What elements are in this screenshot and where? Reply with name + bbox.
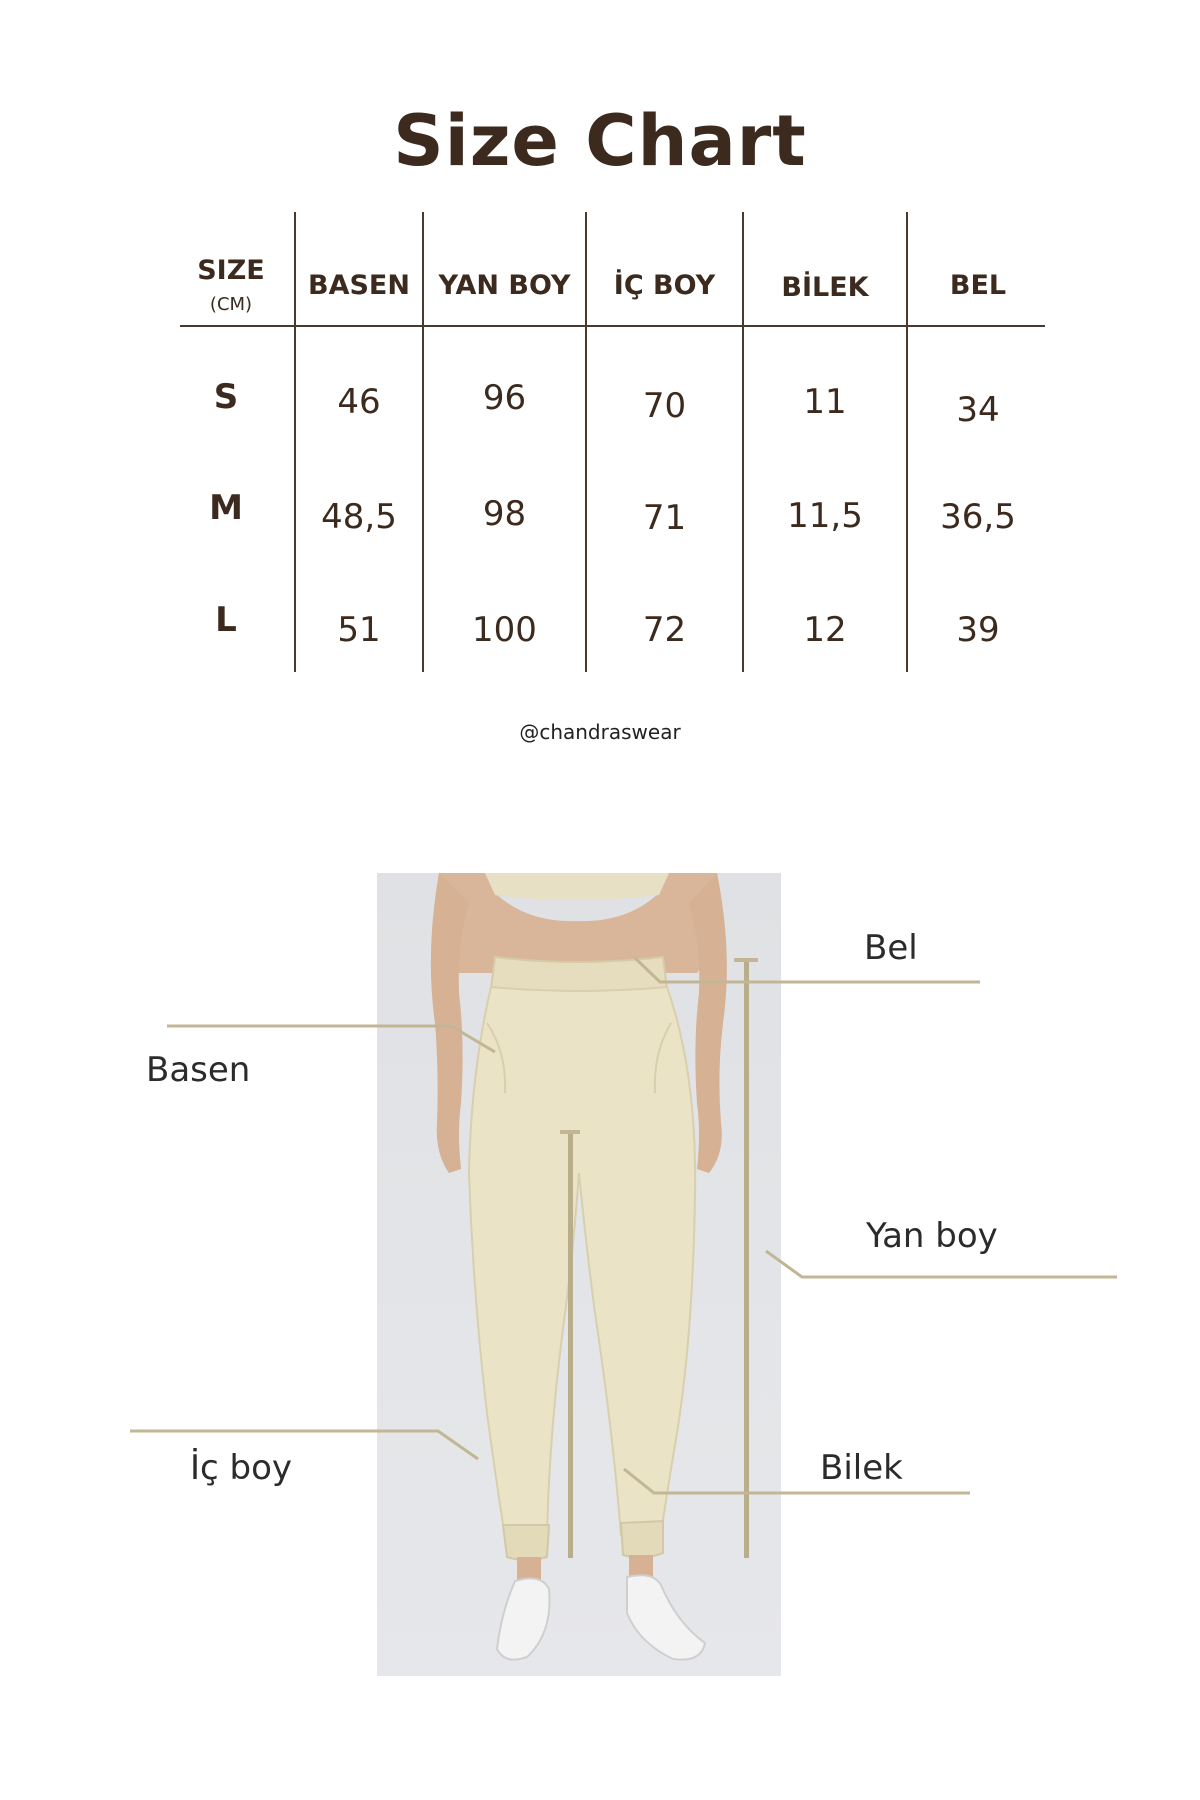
- label-bel: Bel: [864, 928, 918, 968]
- label-bilek: Bilek: [820, 1448, 903, 1488]
- label-basen: Basen: [146, 1050, 251, 1090]
- row-size-s: S: [213, 377, 239, 417]
- header-yan-boy: YAN BOY: [438, 270, 571, 301]
- header-ic-boy: İÇ BOY: [613, 270, 716, 301]
- brand-handle: @chandraswear: [519, 720, 681, 744]
- row-size-l: L: [215, 600, 237, 640]
- bel-pointer-line: [630, 950, 985, 990]
- cell-s-bel: 34: [956, 390, 1000, 430]
- header-size: SIZE: [197, 255, 265, 286]
- ic-boy-pointer-line: [128, 1425, 488, 1465]
- ic-boy-measure-line: [568, 1132, 573, 1558]
- cell-s-yan-boy: 96: [482, 378, 527, 418]
- product-photo: [377, 873, 781, 1676]
- pants-illustration: [377, 873, 781, 1676]
- cell-m-yan-boy: 98: [482, 494, 527, 534]
- row-size-m: M: [209, 488, 243, 528]
- header-bel: BEL: [949, 270, 1007, 301]
- ic-boy-measure-cap: [560, 1130, 580, 1134]
- bilek-pointer-line: [620, 1465, 975, 1505]
- cell-l-bilek: 12: [803, 610, 847, 650]
- cell-m-ic-boy: 71: [642, 498, 687, 538]
- cell-s-ic-boy: 70: [642, 386, 687, 426]
- header-basen: BASEN: [308, 270, 410, 301]
- cell-m-bilek: 11,5: [787, 496, 863, 536]
- header-bilek: BİLEK: [781, 272, 869, 303]
- label-ic-boy: İç boy: [190, 1448, 293, 1488]
- header-size-unit: (CM): [209, 294, 253, 315]
- cell-s-bilek: 11: [803, 382, 847, 422]
- cell-l-bel: 39: [956, 610, 1000, 650]
- cell-l-ic-boy: 72: [642, 610, 687, 650]
- cell-s-basen: 46: [337, 382, 381, 422]
- label-yan-boy: Yan boy: [866, 1216, 998, 1256]
- page-title: Size Chart: [393, 100, 807, 182]
- cell-l-yan-boy: 100: [472, 610, 537, 650]
- table-header-divider: [180, 325, 1045, 327]
- cell-m-bel: 36,5: [940, 497, 1016, 537]
- cell-l-basen: 51: [337, 610, 381, 650]
- cell-m-basen: 48,5: [321, 497, 397, 537]
